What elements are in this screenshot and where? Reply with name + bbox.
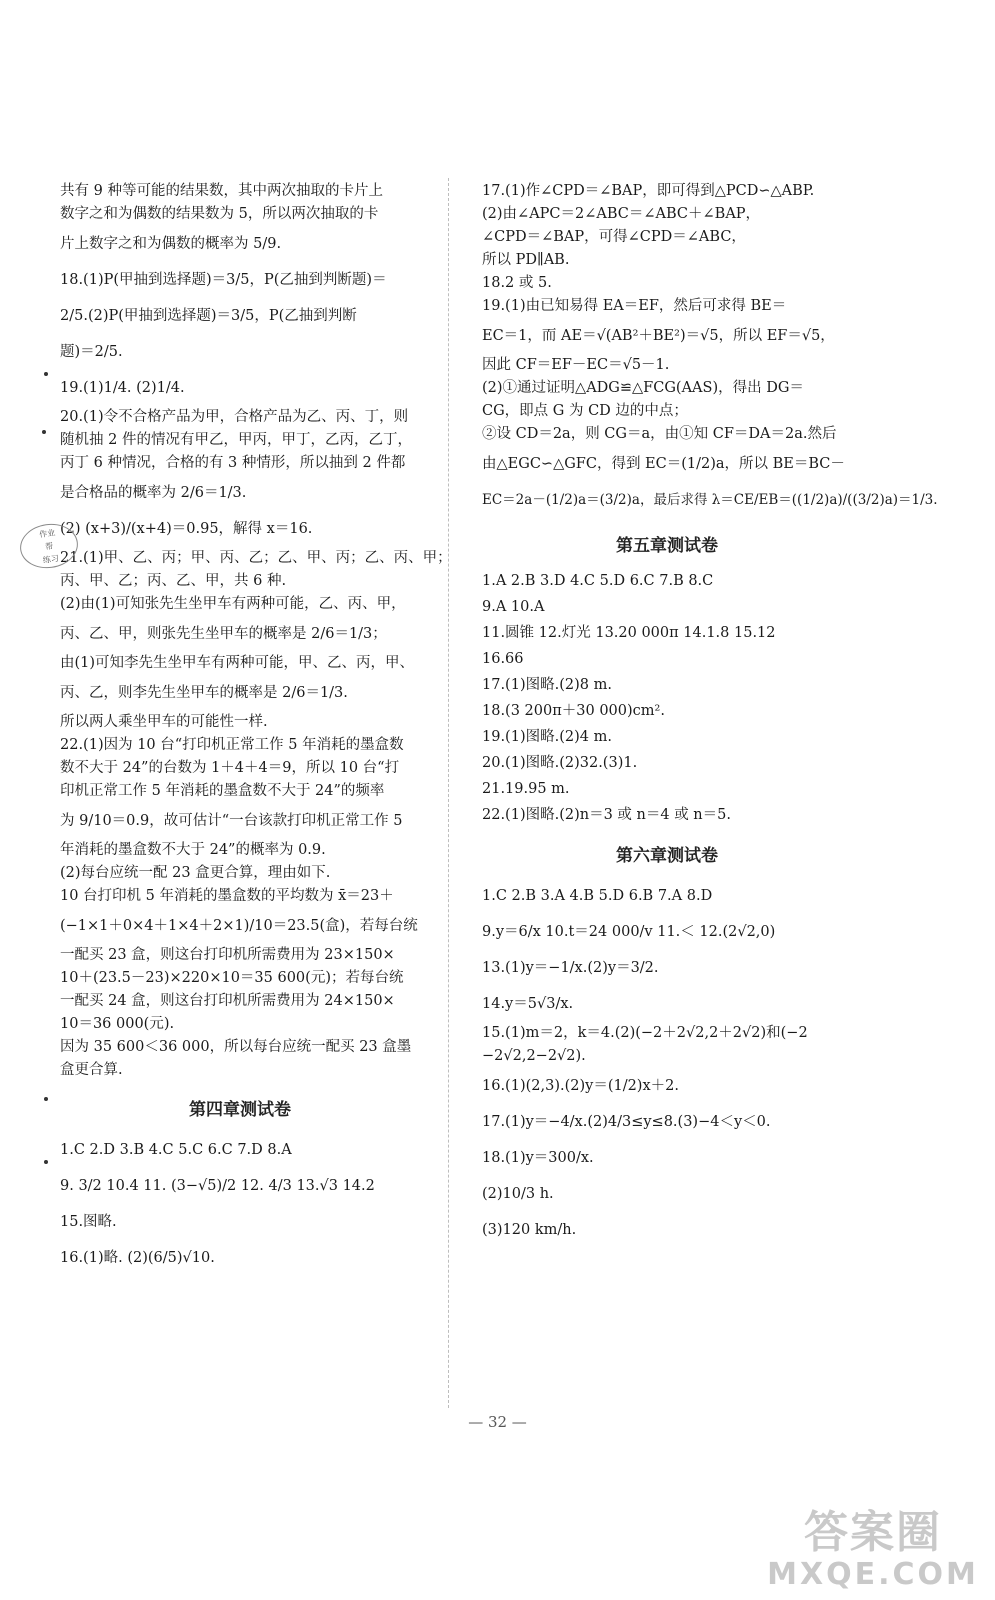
text-line: CG，即点 G 为 CD 边的中点； [482, 403, 688, 419]
text-line: 17.(1)作∠CPD＝∠BAP，即可得到△PCD∽△ABP. [482, 183, 815, 199]
watermark-cn: 答案圈 [804, 1507, 942, 1558]
column-divider [448, 178, 449, 1408]
answer-line: 15.图略. [60, 1214, 117, 1230]
left-lines [60, 180, 452, 1082]
text-line: EC＝2a－(1/2)a＝(3/2)a，最后求得 λ＝CE/EB＝((1/2)a)/((3/2)a)＝1/3. [482, 492, 938, 508]
chapter6-answers [482, 878, 852, 1248]
text-line: (2)①通过证明△ADG≌△FCG(AAS)，得出 DG＝ [482, 380, 804, 396]
margin-dot [44, 372, 48, 376]
text-line: 20.(1)令不合格产品为甲，合格产品为乙、丙、丁，则 [60, 409, 409, 425]
text-line: 18.2 或 5. [482, 275, 552, 291]
text-line: 所以两人乘坐甲车的可能性一样. [60, 714, 268, 730]
text-line: 10＋(23.5－23)×220×10＝35 600(元)；若每台统 [60, 970, 404, 986]
answer-line: 15.(1)m＝2，k＝4.(2)(−2＋2√2,2＋2√2)和(−2 [482, 1025, 808, 1041]
text-line: 10＝36 000(元). [60, 1016, 175, 1032]
text-line: 由(1)可知李先生坐甲车有两种可能，甲、乙、丙，甲、 [60, 655, 415, 671]
text-line: 19.(1)由已知易得 EA＝EF，然后可求得 BE＝ [482, 298, 787, 314]
answer-line: 13.(1)y＝−1/x.(2)y＝3/2. [482, 960, 659, 976]
right-lines [482, 180, 938, 518]
text-line: (2)由∠APC＝2∠ABC＝∠ABC＋∠BAP， [482, 206, 761, 222]
answer-line: 9. 3/2 10.4 11. (3−√5)/2 12. 4/3 13.√3 14.2 [60, 1178, 375, 1194]
stamp-line: 练习 [42, 553, 60, 565]
text-line: (2) (x+3)/(x+4)＝0.95，解得 x＝16. [60, 521, 313, 537]
text-line: 数不大于 24”的台数为 1＋4＋4＝9，所以 10 台“打 [60, 760, 400, 776]
text-line: 21.(1)甲、乙、丙；甲、丙、乙；乙、甲、丙；乙、丙、甲； [60, 550, 452, 566]
answer-line: 16.(1)略. (2)(6/5)√10. [60, 1250, 215, 1266]
chapter4-title: 第四章测试卷 [189, 1100, 291, 1120]
text-line: 印机正常工作 5 年消耗的墨盒数不大于 24”的频率 [60, 783, 385, 799]
text-line: 所以 PD∥AB. [482, 252, 570, 268]
text-line: 19.(1)1/4. (2)1/4. [60, 380, 185, 396]
margin-dot [44, 1097, 48, 1101]
text-line: 为 9/10＝0.9，故可估计“一台该款打印机正常工作 5 [60, 813, 403, 829]
text-line: 丙、甲、乙；丙、乙、甲，共 6 种. [60, 573, 287, 589]
answer-line: 21.19.95 m. [482, 781, 570, 797]
watermark-logo [767, 1508, 979, 1592]
answer-line: −2√2,2−2√2). [482, 1048, 586, 1064]
text-line: 盒更合算. [60, 1062, 123, 1078]
text-line: 一配买 24 盒，则这台打印机所需费用为 24×150× [60, 993, 395, 1009]
stamp-line: 帮 [44, 541, 54, 552]
text-line: 丙丁 6 种情况，合格的有 3 种情形，所以抽到 2 件都 [60, 455, 406, 471]
text-line: 是合格品的概率为 2/6＝1/3. [60, 485, 247, 501]
margin-dot [42, 430, 46, 434]
answer-line: 20.(1)图略.(2)32.(3)1. [482, 755, 638, 771]
text-line: 由△EGC∽△GFC，得到 EC＝(1/2)a，所以 BE＝BC－ [482, 456, 845, 472]
answer-line: 17.(1)y＝−4/x.(2)4/3≤y≤8.(3)−4＜y＜0. [482, 1114, 771, 1130]
answer-line: 16.66 [482, 651, 524, 667]
answer-line: 19.(1)图略.(2)4 m. [482, 729, 612, 745]
text-line: ②设 CD＝2a，则 CG＝a，由①知 CF＝DA＝2a.然后 [482, 426, 837, 442]
text-line: 共有 9 种等可能的结果数，其中两次抽取的卡片上 [60, 183, 383, 199]
text-line: 片上数字之和为偶数的概率为 5/9. [60, 236, 282, 252]
text-line: 随机抽 2 件的情况有甲乙，甲丙，甲丁，乙丙，乙丁， [60, 432, 412, 448]
text-line: 数字之和为偶数的结果数为 5，所以两次抽取的卡 [60, 206, 379, 222]
answer-line: 9.y＝6/x 10.t＝24 000/v 11.＜ 12.(2√2,0) [482, 924, 776, 940]
chapter4-answers [60, 1132, 420, 1276]
chapter5-answers [482, 568, 852, 828]
chapter5-title: 第五章测试卷 [616, 536, 718, 556]
answer-line: 18.(1)y＝300/x. [482, 1150, 594, 1166]
answer-line: 11.圆锥 12.灯光 13.20 000π 14.1.8 15.12 [482, 625, 776, 641]
watermark-en: MXQE.COM [767, 1557, 979, 1592]
answer-line: 1.A 2.B 3.D 4.C 5.D 6.C 7.B 8.C [482, 573, 714, 589]
text-line: (2)由(1)可知张先生坐甲车有两种可能，乙、丙、甲， [60, 596, 406, 612]
text-line: 18.(1)P(甲抽到选择题)＝3/5，P(乙抽到判断题)＝ [60, 272, 387, 288]
stamp-line: 作业 [38, 528, 56, 540]
answer-line: (2)10/3 h. [482, 1186, 554, 1202]
text-line: (−1×1＋0×4＋1×4＋2×1)/10＝23.5(盒)，若每台统 [60, 918, 418, 934]
answer-line: 9.A 10.A [482, 599, 545, 615]
left-column [60, 180, 452, 1276]
answer-line: (3)120 km/h. [482, 1222, 577, 1238]
text-line: ∠CPD＝∠BAP，可得∠CPD＝∠ABC， [482, 229, 746, 245]
text-line: 因为 35 600＜36 000，所以每台应统一配买 23 盒墨 [60, 1039, 412, 1055]
text-line: 年消耗的墨盒数不大于 24”的概率为 0.9. [60, 842, 326, 858]
text-line: 22.(1)因为 10 台“打印机正常工作 5 年消耗的墨盒数 [60, 737, 404, 753]
text-line: EC＝1，而 AE＝√(AB²＋BE²)＝√5，所以 EF＝√5， [482, 328, 835, 344]
right-column [482, 180, 938, 1248]
answer-line: 1.C 2.D 3.B 4.C 5.C 6.C 7.D 8.A [60, 1142, 292, 1158]
margin-dot [44, 1160, 48, 1164]
chapter6-title: 第六章测试卷 [616, 846, 718, 866]
answer-line: 1.C 2.B 3.A 4.B 5.D 6.B 7.A 8.D [482, 888, 713, 904]
text-line: 丙、乙，则李先生坐甲车的概率是 2/6＝1/3. [60, 685, 348, 701]
answer-line: 14.y＝5√3/x. [482, 996, 574, 1012]
answer-line: 22.(1)图略.(2)n＝3 或 n＝4 或 n＝5. [482, 807, 731, 823]
text-line: 10 台打印机 5 年消耗的墨盒数的平均数为 x̄＝23＋ [60, 888, 394, 904]
text-line: 丙、乙、甲，则张先生坐甲车的概率是 2/6＝1/3； [60, 626, 387, 642]
text-line: 一配买 23 盒，则这台打印机所需费用为 23×150× [60, 947, 395, 963]
page-number: — 32 — [468, 1413, 527, 1431]
text-line: 2/5.(2)P(甲抽到选择题)＝3/5，P(乙抽到判断 [60, 308, 357, 324]
text-line: 因此 CF＝EF－EC＝√5－1. [482, 357, 670, 373]
text-line: (2)每台应统一配 23 盒更合算，理由如下. [60, 865, 331, 881]
answer-line: 18.(3 200π＋30 000)cm². [482, 703, 665, 719]
answer-line: 16.(1)(2,3).(2)y＝(1/2)x＋2. [482, 1078, 679, 1094]
answer-line: 17.(1)图略.(2)8 m. [482, 677, 612, 693]
text-line: 题)＝2/5. [60, 344, 123, 360]
